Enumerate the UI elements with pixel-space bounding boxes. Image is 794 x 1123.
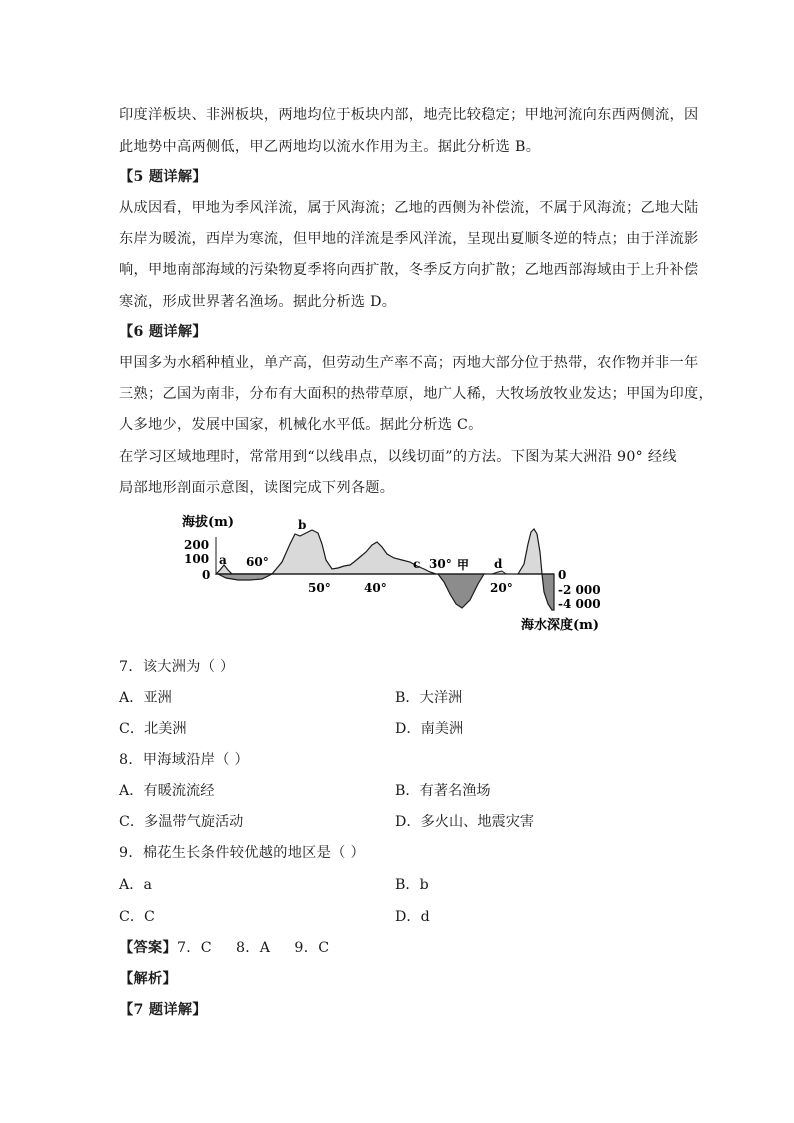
terrain-profile-figure — [182, 502, 612, 637]
option-text: d — [420, 909, 430, 925]
q6-header: 【6 题详解】 — [119, 324, 207, 340]
ocean-west — [218, 574, 272, 580]
q5-line-4: 寒流，形成世界著名渔场。据此分析选 D。 — [119, 294, 397, 310]
q8-stem: 8．甲海域沿岸（ ） — [119, 752, 250, 768]
q8-option-d[interactable] — [395, 811, 534, 831]
q9-stem: 9．棉花生长条件较优越的地区是（ ） — [119, 845, 365, 861]
q7-option-a[interactable] — [119, 687, 172, 707]
q8-option-a[interactable] — [119, 780, 214, 800]
y-tick-0: 0 — [202, 568, 211, 582]
intro-line-1: 在学习区域地理时，常常用到“以线串点，以线切面”的方法。下图为某大洲沿 90° 经线 — [119, 449, 677, 465]
q6-line-1: 甲国多为水稻种植业，单产高，但劳动生产率不高；丙地大部分位于热带，农作物并非一年 — [119, 355, 699, 371]
place-jia: 甲 — [457, 558, 470, 572]
y-tick-200: 200 — [184, 538, 210, 552]
paragraph-top-line-2: 此地势中高两侧低，甲乙两地均以流水作用为主。据此分析选 B。 — [119, 139, 541, 155]
option-text: 有著名渔场 — [419, 783, 491, 799]
answer-label: 【答案】 — [119, 940, 177, 956]
answer-text: 7．C 8．A 9．C — [176, 940, 330, 956]
option-letter: C． — [119, 721, 145, 737]
depth-tick-4000: -4 000 — [558, 597, 601, 611]
option-letter: D． — [395, 721, 421, 737]
option-text: 多温带气旋活动 — [144, 814, 244, 830]
q7-detail-header: 【7 题详解】 — [119, 1002, 207, 1018]
ocean-east — [542, 574, 554, 610]
intro-line-2: 局部地形剖面示意图，读图完成下列各题。 — [119, 480, 395, 496]
option-text: C — [144, 909, 155, 925]
option-text: 亚洲 — [143, 690, 172, 706]
option-letter: B． — [395, 690, 420, 706]
option-text: 北美洲 — [144, 721, 187, 737]
option-letter: C． — [119, 814, 145, 830]
lat-60: 60° — [246, 555, 269, 569]
option-text: a — [143, 877, 152, 893]
paragraph-top-line-1: 印度洋板块、非洲板块，两地均位于板块内部，地壳比较稳定；甲地河流向东西两侧流，因 — [119, 107, 699, 123]
q7-option-b[interactable] — [395, 687, 462, 707]
option-letter: B． — [395, 877, 420, 893]
point-b: b — [298, 518, 307, 532]
option-letter: A． — [119, 877, 144, 893]
ocean-jia — [438, 574, 484, 608]
point-a: a — [219, 553, 227, 567]
analysis-label: 【解析】 — [119, 971, 177, 987]
option-text: 大洋洲 — [419, 690, 463, 706]
option-letter: D． — [395, 909, 421, 925]
depth-tick-0: 0 — [558, 568, 567, 582]
q5-header: 【5 题详解】 — [119, 169, 207, 185]
depth-axis-label: 海水深度(m) — [521, 618, 600, 633]
q9-option-a[interactable] — [119, 874, 152, 894]
lat-50: 50° — [308, 581, 331, 595]
option-text: 有暖流流经 — [143, 783, 215, 799]
lat-40: 40° — [364, 581, 387, 595]
q6-line-2: 三熟；乙国为南非，分布有大面积的热带草原，地广人稀，大牧场放牧业发达；甲国为印度， — [119, 386, 713, 402]
q7-stem: 7．该大洲为（ ） — [119, 659, 235, 675]
q9-option-c[interactable] — [119, 906, 155, 926]
depth-tick-2000: -2 000 — [558, 583, 601, 597]
y-axis-label: 海拔(m) — [182, 515, 235, 530]
option-letter: B． — [395, 783, 420, 799]
lat-30: 30° — [429, 557, 452, 571]
q7-option-c[interactable] — [119, 718, 187, 738]
option-text: 多火山、地震灾害 — [420, 814, 535, 830]
point-d: d — [494, 557, 503, 571]
terrain-profile-svg — [182, 502, 612, 637]
y-tick-100: 100 — [184, 552, 210, 566]
answer-line — [119, 937, 329, 957]
option-letter: A． — [119, 690, 144, 706]
q5-line-3: 响，甲地南部海域的污染物夏季将向西扩散，冬季反方向扩散；乙地西部海域由于上升补偿 — [119, 262, 699, 278]
q5-line-1: 从成因看，甲地为季风洋流，属于风海流；乙地的西侧为补偿流，不属于风海流；乙地大陆 — [119, 200, 699, 216]
q7-option-d[interactable] — [395, 718, 463, 738]
option-letter: A． — [119, 783, 144, 799]
option-text: 南美洲 — [420, 721, 464, 737]
q8-option-c[interactable] — [119, 811, 243, 831]
option-letter: C． — [119, 909, 145, 925]
land-profile-east — [518, 529, 542, 574]
q6-line-3: 人多地少，发展中国家，机械化水平低。据此分析选 C。 — [119, 417, 483, 433]
q5-line-2: 东岸为暖流，西岸为寒流，但甲地的洋流是季风洋流，呈现出夏顺冬逆的特点；由于洋流影 — [119, 231, 699, 247]
lat-20: 20° — [490, 581, 513, 595]
option-text: b — [419, 877, 429, 893]
point-c: c — [413, 557, 421, 571]
option-letter: D． — [395, 814, 421, 830]
q9-option-d[interactable] — [395, 906, 430, 926]
q9-option-b[interactable] — [395, 874, 429, 894]
q8-option-b[interactable] — [395, 780, 491, 800]
